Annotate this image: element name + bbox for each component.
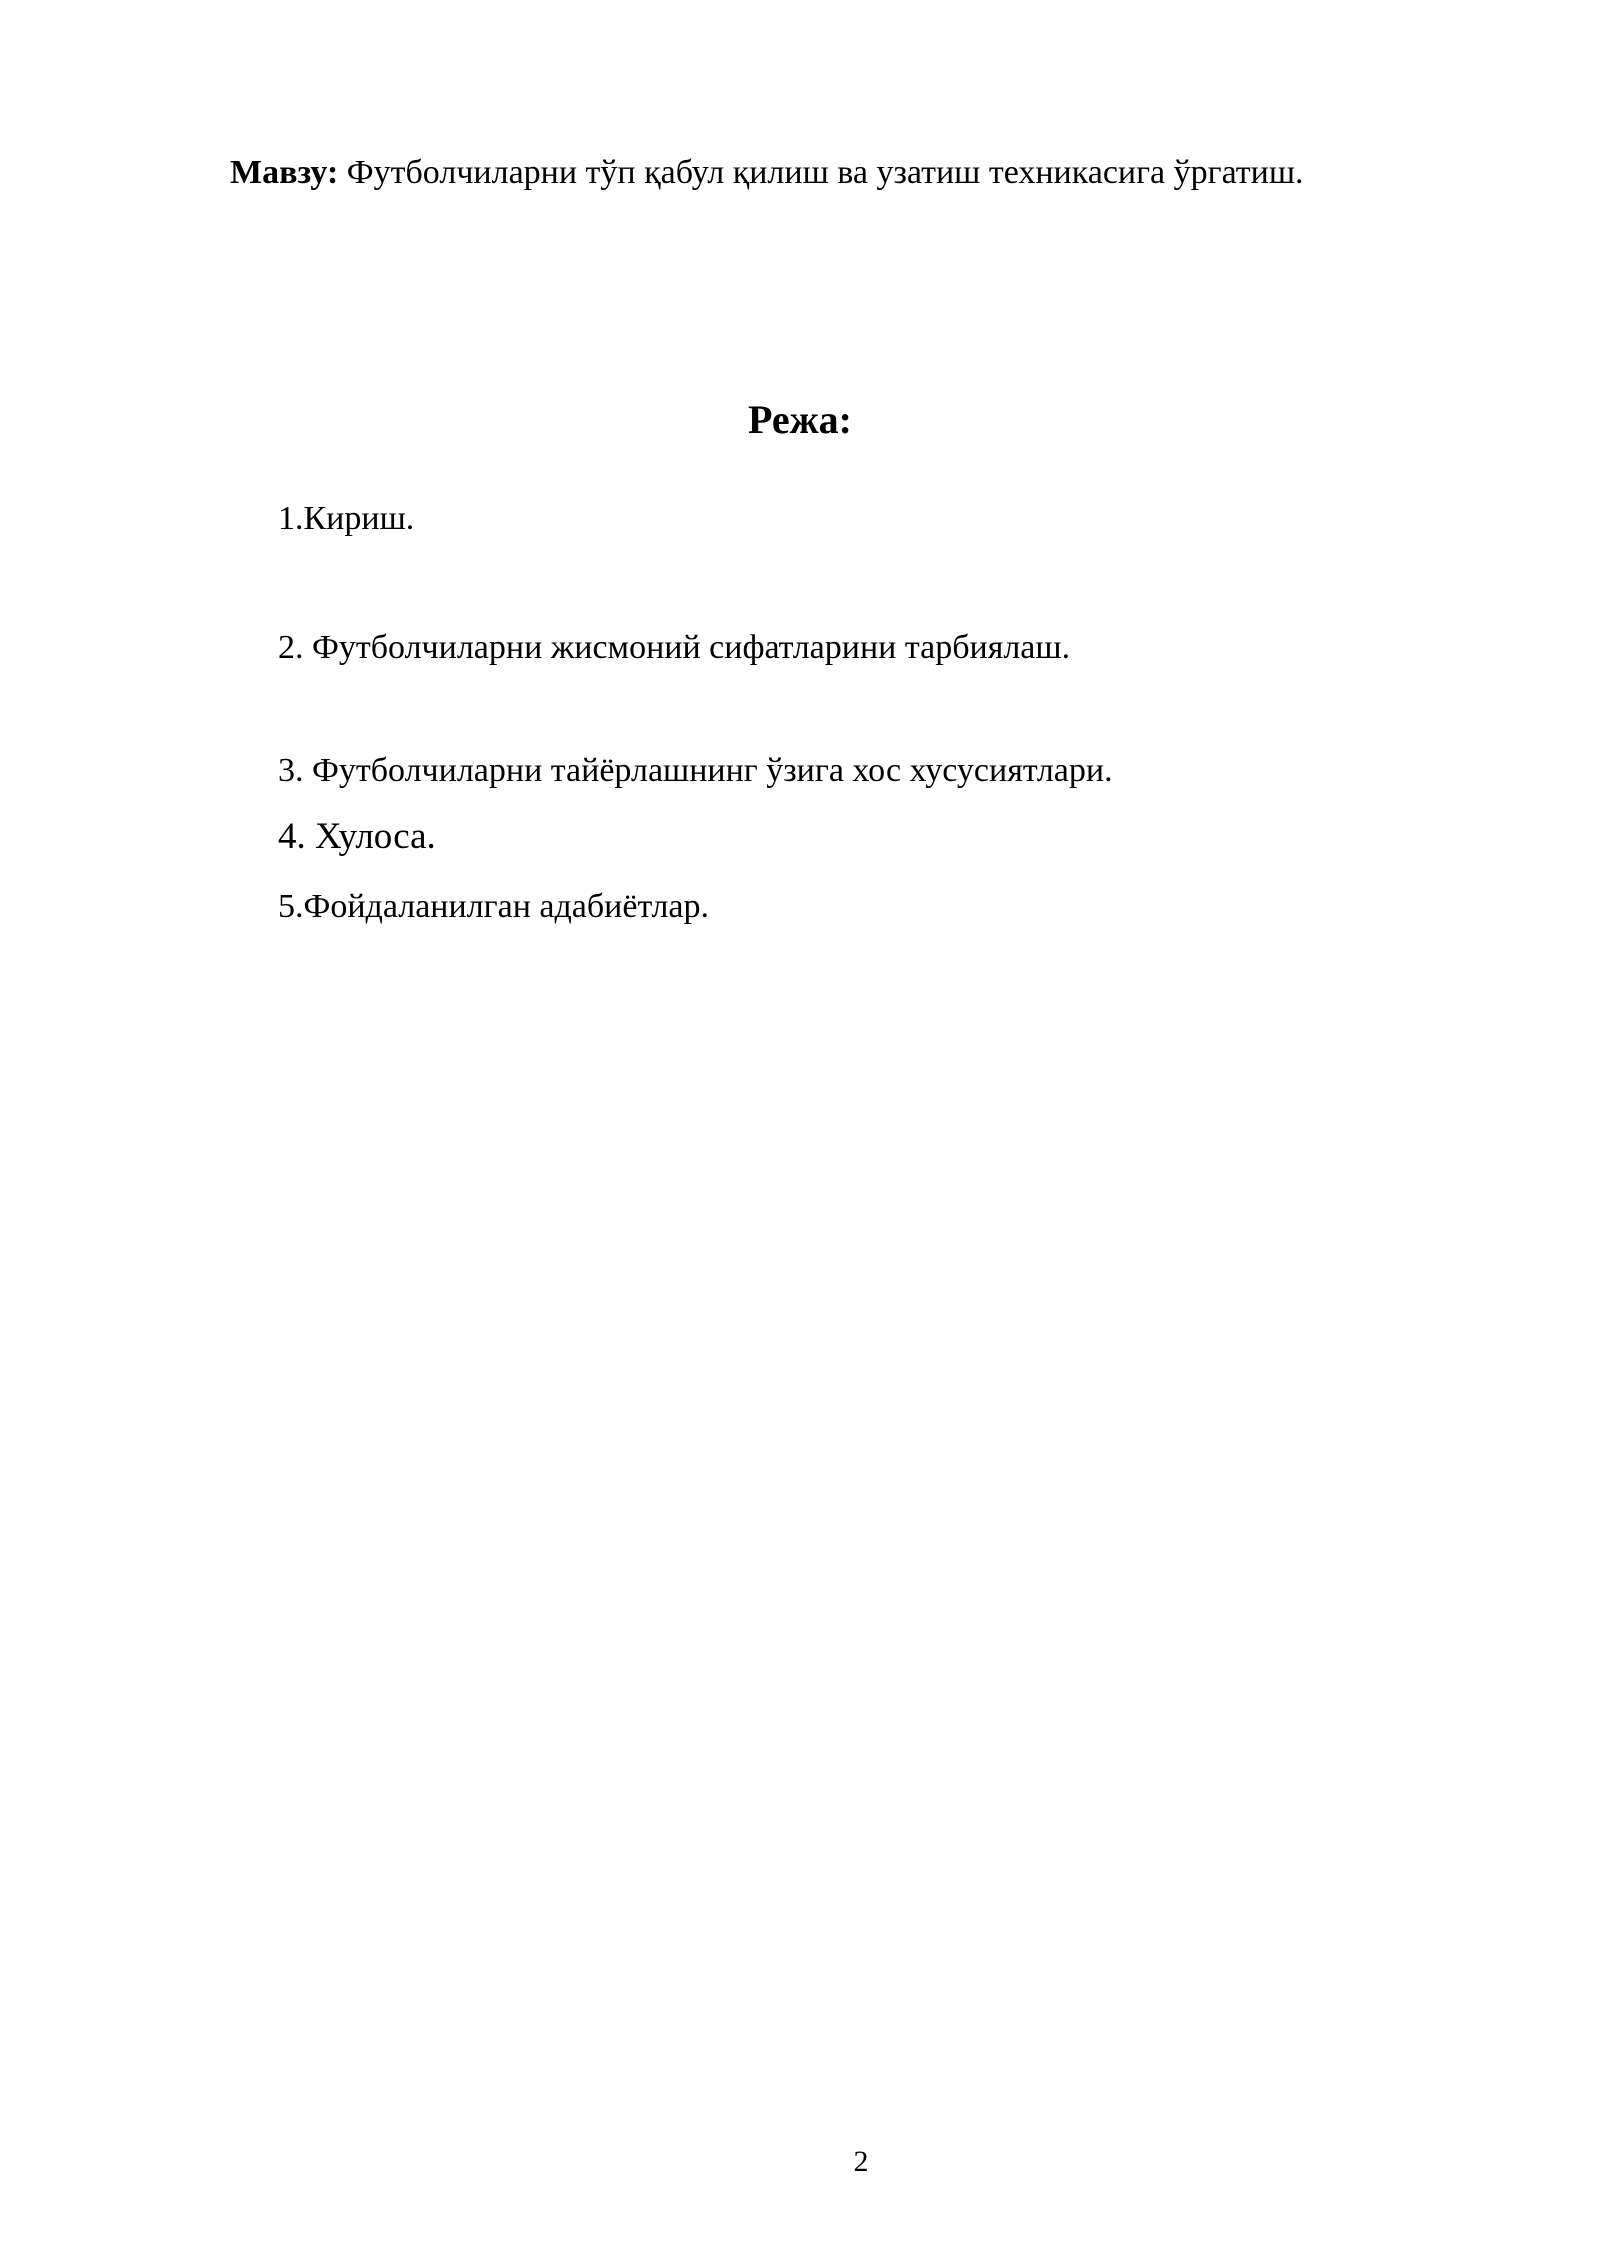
- plan-item-references: 5.Фойдаланилган адабиётлар.: [278, 888, 710, 925]
- plan-item-conclusion: 4. Хулоса.: [278, 816, 436, 857]
- topic-line: [230, 150, 1304, 196]
- plan-item-training-features: 3. Футболчиларни тайёрлашнинг ўзига хос хусусиятлари.: [278, 752, 1113, 789]
- page-number: 2: [853, 2145, 869, 2178]
- plan-item-physical-qualities: 2. Футболчиларни жисмоний сифатларини тарбиялаш.: [278, 629, 1071, 666]
- topic-label: Мавзу:: [230, 154, 339, 191]
- plan-item-introduction: 1.Кириш.: [278, 500, 415, 537]
- plan-heading: Режа:: [748, 397, 852, 442]
- topic-text: Футболчиларни тўп қабул қилиш ва узатиш техникасига ўргатиш.: [338, 154, 1304, 191]
